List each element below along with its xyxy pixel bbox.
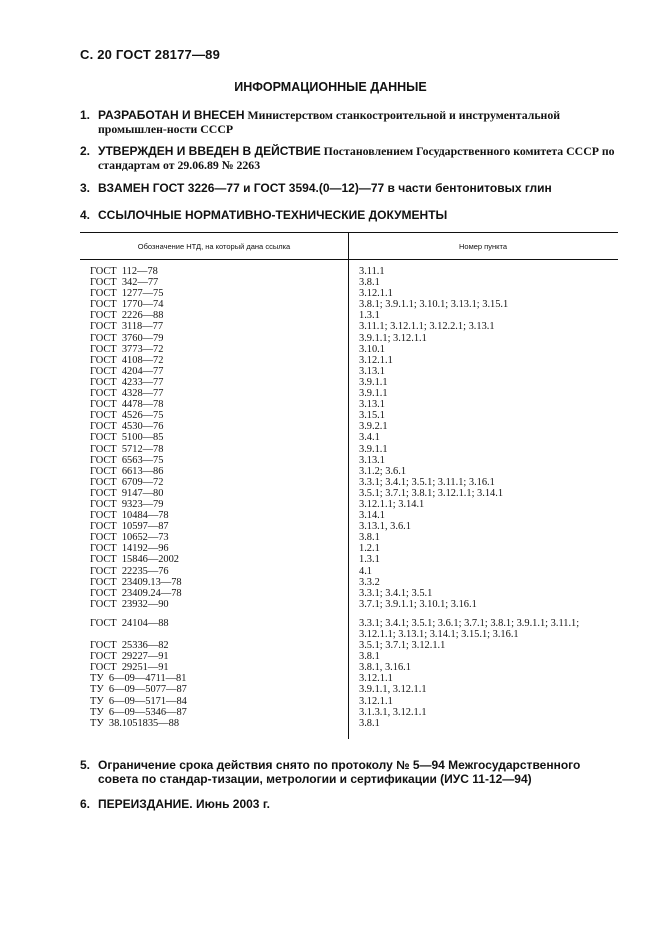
clause-numbers: 3.3.1; 3.4.1; 3.5.1 [359,587,433,599]
document-designation: ГОСТ 4108—72 [90,354,164,366]
table-row [80,599,618,610]
document-designation: ГОСТ 10597—87 [90,521,169,533]
clause-numbers: 3.3.1; 3.4.1; 3.5.1; 3.11.1; 3.16.1 [359,476,495,488]
table-row [80,432,618,443]
section-6 [80,797,620,811]
clause-numbers: 1.3.1 [359,310,380,322]
clause-numbers: 3.13.1 [359,399,385,411]
section-lead: ССЫЛОЧНЫЕ НОРМАТИВНО-ТЕХНИЧЕСКИЕ ДОКУМЕНТЫ [98,208,448,222]
header-document: Обозначение НТД, на который дана ссылка [137,242,291,251]
clause-numbers: 3.9.1.1 [359,376,388,388]
section-4 [80,208,620,222]
table-row [80,673,618,684]
table-row [80,651,618,662]
table-row [80,288,618,299]
clause-numbers: 3.15.1 [359,410,385,422]
clause-numbers: 3.12.1.1 [359,288,393,300]
table-row [80,566,618,577]
table-row [80,421,618,432]
clause-numbers: 3.8.1, 3.16.1 [359,662,411,674]
document-designation: ГОСТ 112—78 [90,266,158,277]
clause-numbers: 1.3.1 [359,554,380,566]
document-designation: ГОСТ 4233—77 [90,376,164,388]
table-row [80,532,618,543]
document-designation: ГОСТ 9147—80 [90,487,164,499]
clause-numbers: 3.9.1.1; 3.12.1.1 [359,332,427,344]
clause-numbers: 3.7.1; 3.9.1.1; 3.10.1; 3.16.1 [359,598,477,610]
clause-numbers: 3.9.1.1, 3.12.1.1 [359,684,427,696]
section-number: 1. [80,108,91,122]
clause-numbers: 3.1.2; 3.6.1 [359,465,407,477]
section-3 [80,181,620,195]
document-designation: ГОСТ 10652—73 [90,532,169,544]
document-designation: ГОСТ 3118—77 [90,321,164,333]
clause-numbers: 3.13.1 [359,454,385,466]
document-designation: ГОСТ 24104—88 [90,617,169,629]
document-designation: ГОСТ 4478—78 [90,399,164,411]
document-designation: ТУ 6—09—5171—84 [90,695,187,707]
table-row [80,588,618,599]
clause-numbers: 3.12.1.1; 3.14.1 [359,498,425,510]
clause-numbers: 3.5.1; 3.7.1; 3.8.1; 3.12.1.1; 3.14.1 [359,487,504,499]
table-row [80,696,618,707]
clause-numbers: 3.8.1 [359,532,380,544]
document-designation: ГОСТ 22235—76 [90,565,169,577]
clause-numbers: 3.4.1 [359,432,380,444]
table-row [80,299,618,310]
document-designation: ГОСТ 4204—77 [90,365,164,377]
section-number: 4. [80,208,91,222]
page-header: С. 20 ГОСТ 28177—89 [80,47,221,62]
table-row [80,543,618,554]
header-clause: Номер пункта [458,242,507,251]
clause-numbers: 3.1.3.1, 3.12.1.1 [359,706,427,718]
section-number: 2. [80,144,91,158]
clause-numbers: 3.8.1 [359,651,380,663]
section-text: Ограничение срока действия снято по протоколу № 5—94 Межгосударственного совета по стандар-тизации, метрологии и сертификации (ИУС 11-12—94) [98,758,581,786]
clause-numbers: 3.10.1 [359,343,385,355]
table-row [80,455,618,466]
table-row [80,466,618,477]
table-row [80,577,618,588]
table-row [80,662,618,673]
document-designation: ГОСТ 29251—91 [90,662,169,674]
document-designation: ГОСТ 3773—72 [90,343,164,355]
table-body [80,260,618,729]
section-number: 3. [80,181,91,195]
document-designation: ГОСТ 9323—79 [90,498,164,510]
table-row [80,477,618,488]
table-row [80,554,618,565]
document-designation: ГОСТ 14192—96 [90,543,169,555]
section-number: 5. [80,758,91,772]
table-row [80,640,618,651]
document-designation: ГОСТ 23409.24—78 [90,587,182,599]
clause-numbers: 3.12.1.1 [359,673,393,685]
document-designation: ГОСТ 23409.13—78 [90,576,182,588]
document-designation: ГОСТ 4530—76 [90,421,164,433]
document-designation: ГОСТ 4526—75 [90,410,164,422]
section-lead: РАЗРАБОТАН И ВНЕСЕН [98,108,245,122]
clause-numbers: 3.12.1.1 [359,695,393,707]
document-designation: ГОСТ 5712—78 [90,443,164,455]
table-row [80,499,618,510]
section-text: ПЕРЕИЗДАНИЕ. Июнь 2003 г. [98,797,270,811]
table-row [80,321,618,332]
clause-numbers: 3.3.2 [359,576,380,588]
table-row [80,707,618,718]
clause-numbers: 1.2.1 [359,543,380,555]
document-designation: ГОСТ 3760—79 [90,332,164,344]
clause-numbers: 3.11.1 [359,266,385,277]
document-designation: ГОСТ 1277—75 [90,288,164,300]
table-row [80,366,618,377]
clause-numbers: 3.5.1; 3.7.1; 3.12.1.1 [359,640,446,652]
document-designation: ГОСТ 29227—91 [90,651,169,663]
clause-numbers: 3.8.1 [359,717,380,729]
document-designation: ГОСТ 6709—72 [90,476,164,488]
clause-numbers: 4.1 [359,565,372,577]
document-designation: ГОСТ 1770—74 [90,299,164,311]
table-row [80,310,618,321]
clause-numbers: 3.14.1 [359,510,385,522]
document-designation: ГОСТ 6613—86 [90,465,164,477]
document-designation: ГОСТ 342—77 [90,277,159,289]
table-row [80,718,618,729]
document-designation: ТУ 6—09—4711—81 [90,673,187,685]
document-title: ИНФОРМАЦИОННЫЕ ДАННЫЕ [234,80,427,94]
table-row [80,377,618,388]
section-number: 6. [80,797,91,811]
document-designation: ГОСТ 15846—2002 [90,554,180,566]
section-text: Постановлением Государственного комитета СССР по стандартам от 29.06.89 № 2263 [98,144,615,172]
table-row [80,488,618,499]
table-row [80,521,618,532]
document-designation: ГОСТ 4328—77 [90,388,164,400]
table-row [80,344,618,355]
document-designation: ТУ 6—09—5346—87 [90,706,187,718]
table-row [80,355,618,366]
table-row [80,444,618,455]
clause-numbers: 3.9.1.1 [359,443,388,455]
document-designation: ГОСТ 6563—75 [90,454,164,466]
references-table [80,232,618,729]
document-designation: ГОСТ 2226—88 [90,310,164,322]
clause-numbers: 3.9.1.1 [359,388,388,400]
table-row [80,388,618,399]
table-row [80,684,618,695]
clause-numbers: 3.13.1, 3.6.1 [359,521,411,533]
clause-numbers: 3.3.1; 3.4.1; 3.5.1; 3.6.1; 3.7.1; 3.8.1; 3.9.1.1; 3.11.1; 3.12.1.1; 3.13.1; 3.14.1; 3.15.1; 3.16.1 [359,617,580,640]
section-lead: ВЗАМЕН ГОСТ 3226—77 и ГОСТ 3594.(0—12)—77 в части бентонитовых глин [98,181,552,195]
table-row [80,410,618,421]
document-designation: ГОСТ 23932—90 [90,598,169,610]
section-text: Министерством станкостроительной и инструментальной промышлен-ности СССР [98,108,561,136]
clause-numbers: 3.9.2.1 [359,421,388,433]
table-row [80,399,618,410]
document-designation: ГОСТ 10484—78 [90,510,169,522]
clause-numbers: 3.12.1.1 [359,354,393,366]
section-5 [80,758,620,786]
clause-numbers: 3.8.1; 3.9.1.1; 3.10.1; 3.13.1; 3.15.1 [359,299,509,311]
document-designation: ГОСТ 5100—85 [90,432,164,444]
section-2 [80,144,620,172]
document-designation: ТУ 6—09—5077—87 [90,684,187,696]
section-lead: УТВЕРЖДЕН И ВВЕДЕН В ДЕЙСТВИЕ [98,144,321,158]
clause-numbers: 3.13.1 [359,365,385,377]
section-1 [80,108,620,136]
table-header [80,233,618,260]
table-row [80,333,618,344]
table-row [80,266,618,277]
table-row [80,510,618,521]
document-designation: ТУ 38.1051835—88 [90,717,180,729]
document-designation: ГОСТ 25336—82 [90,640,169,652]
table-row [80,618,618,640]
table-row [80,277,618,288]
clause-numbers: 3.8.1 [359,277,380,289]
clause-numbers: 3.11.1; 3.12.1.1; 3.12.2.1; 3.13.1 [359,321,495,333]
